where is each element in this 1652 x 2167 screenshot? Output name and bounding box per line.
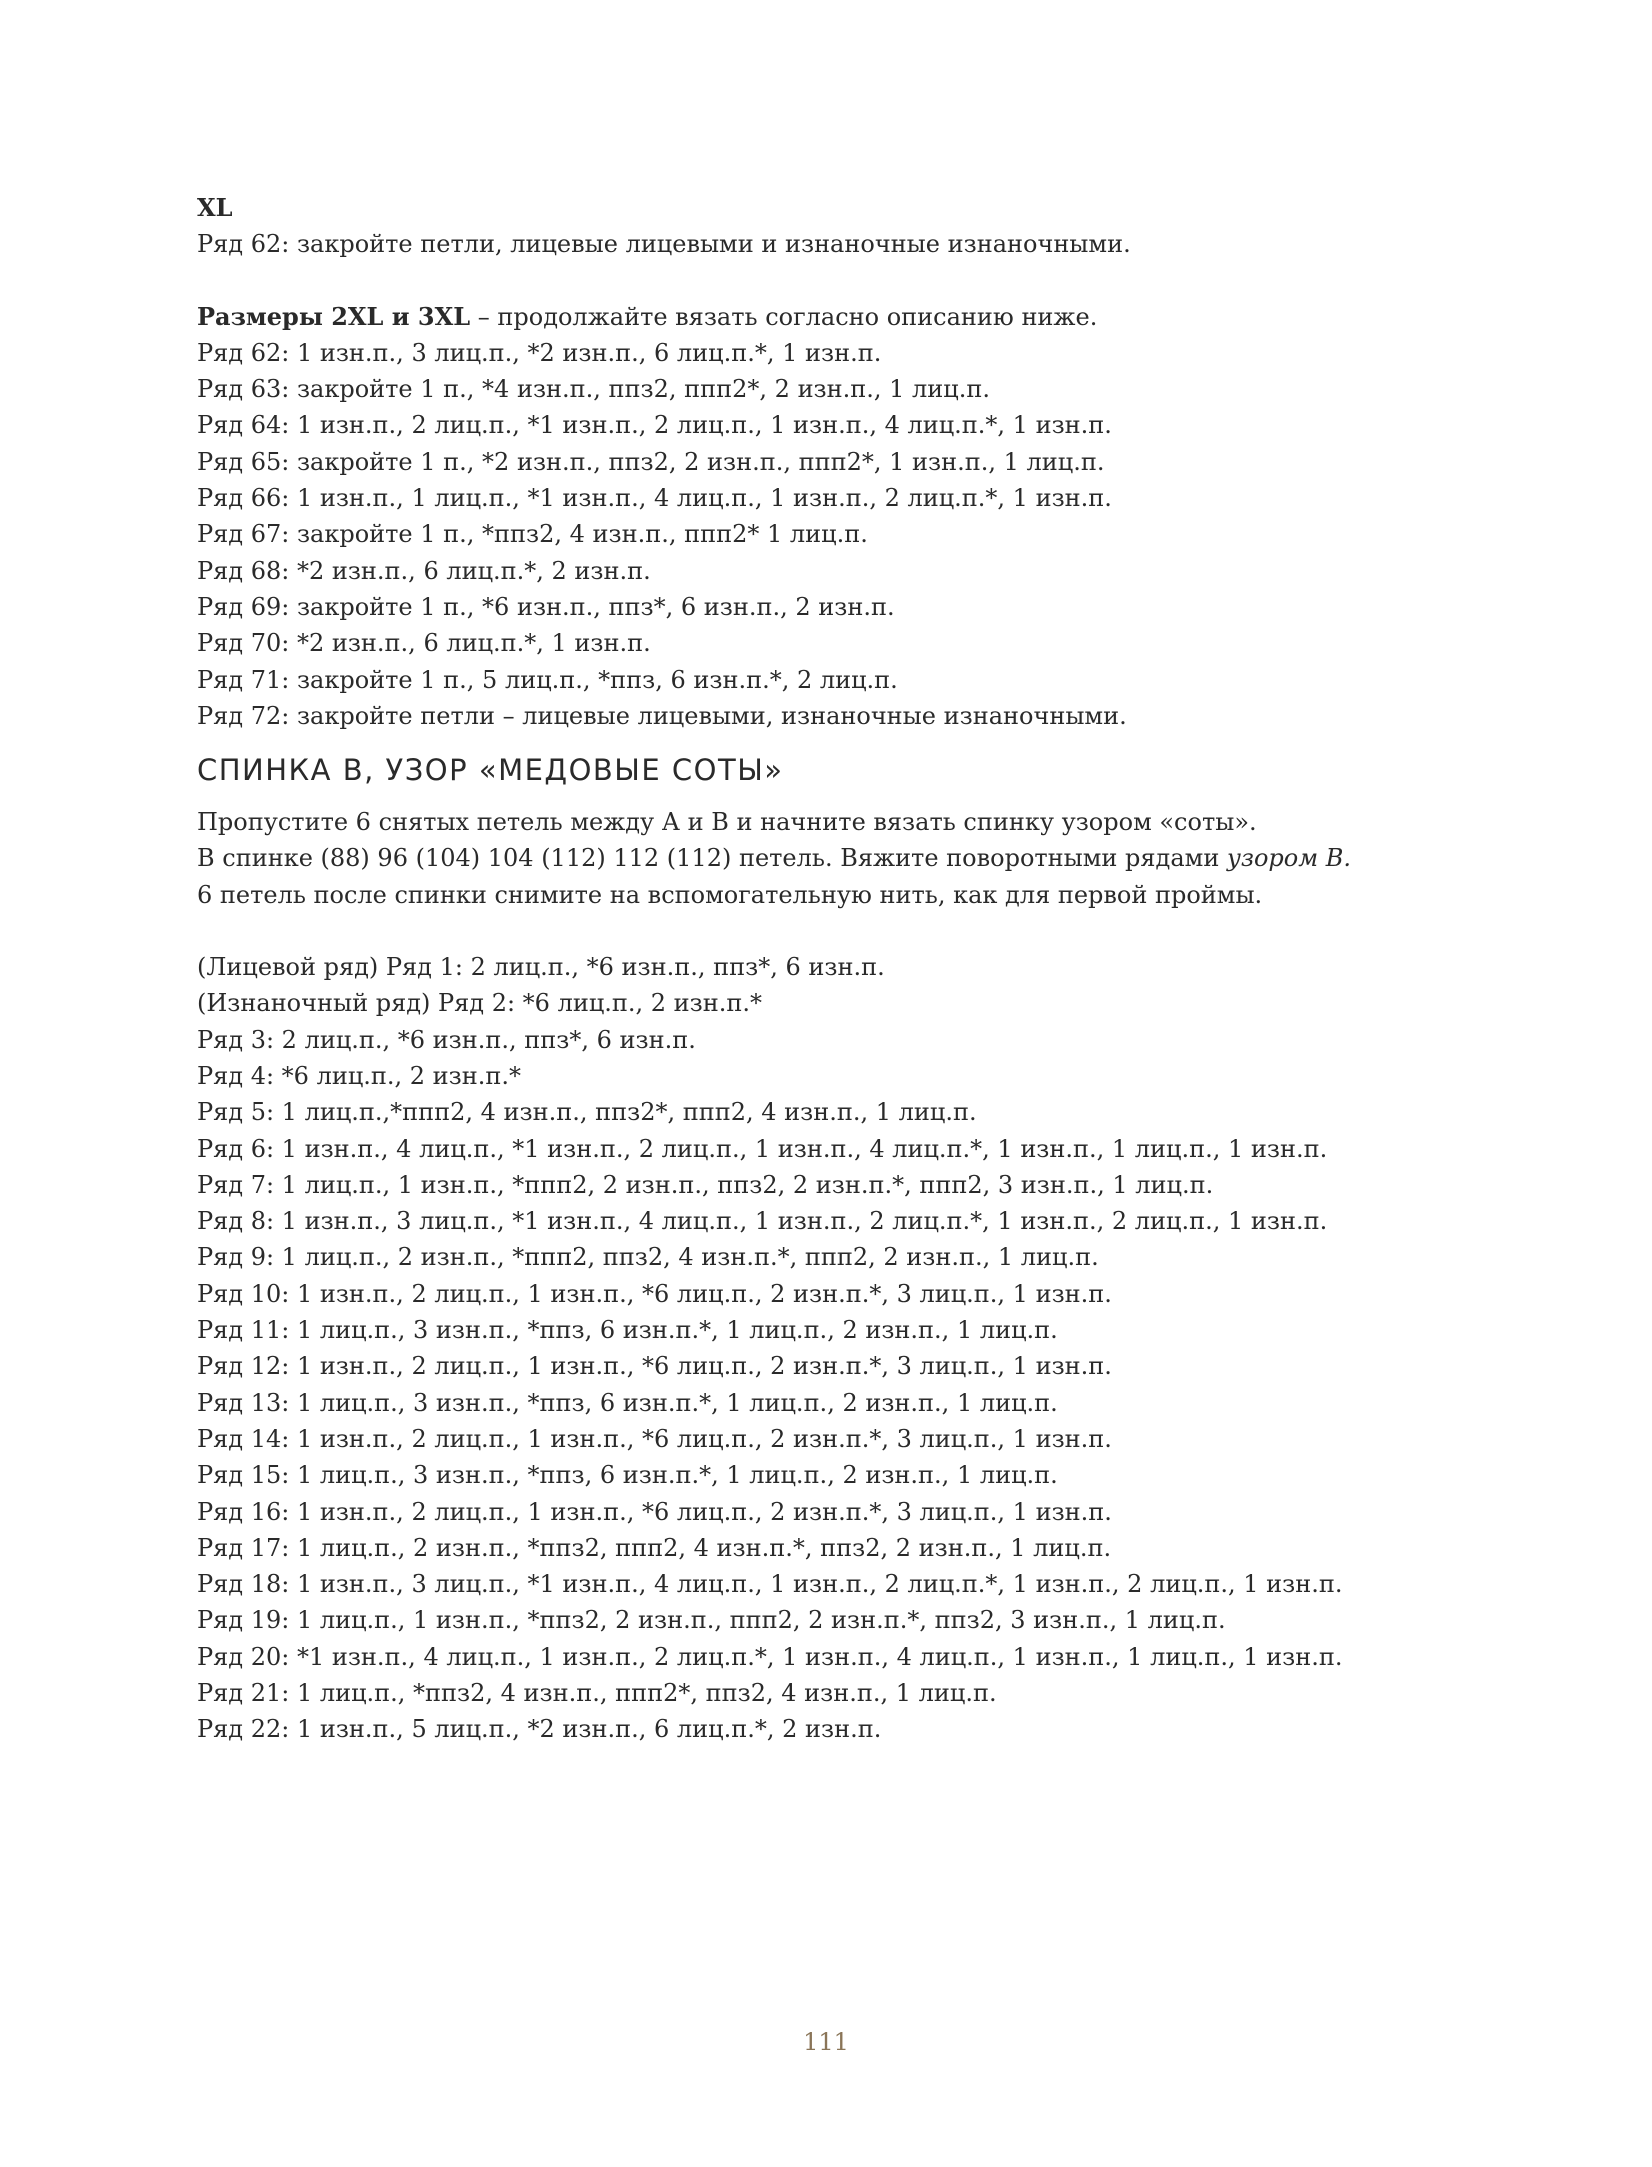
pattern-row: (Изнаночный ряд) Ряд 2: *6 лиц.п., 2 изн.п.*	[197, 989, 762, 1018]
section-intro-italic: узором В.	[1226, 844, 1352, 873]
pattern-row: Ряд 17: 1 лиц.п., 2 изн.п., *ппз2, ппп2, 4 изн.п.*, ппз2, 2 изн.п., 1 лиц.п.	[197, 1533, 1112, 1562]
section-intro-line: 6 петель после спинки снимите на вспомогательную нить, как для первой проймы.	[197, 880, 1263, 909]
xl-heading: XL	[197, 193, 233, 222]
sizes-lead-bold: Размеры 2XL и 3XL	[197, 301, 471, 331]
pattern-row: Ряд 3: 2 лиц.п., *6 изн.п., ппз*, 6 изн.п.	[197, 1025, 696, 1054]
pattern-row: Ряд 16: 1 изн.п., 2 лиц.п., 1 изн.п., *6 лиц.п., 2 изн.п.*, 3 лиц.п., 1 изн.п.	[197, 1497, 1112, 1526]
section-intro-line	[197, 840, 1487, 876]
sizes-row: Ряд 66: 1 изн.п., 1 лиц.п., *1 изн.п., 4 лиц.п., 1 изн.п., 2 лиц.п.*, 1 изн.п.	[197, 484, 1112, 513]
sizes-row: Ряд 67: закройте 1 п., *ппз2, 4 изн.п., ппп2* 1 лиц.п.	[197, 520, 868, 549]
sizes-row: Ряд 65: закройте 1 п., *2 изн.п., ппз2, 2 изн.п., ппп2*, 1 изн.п., 1 лиц.п.	[197, 447, 1105, 476]
pattern-row: Ряд 15: 1 лиц.п., 3 изн.п., *ппз, 6 изн.п.*, 1 лиц.п., 2 изн.п., 1 лиц.п.	[197, 1461, 1058, 1490]
section-intro-line: Пропустите 6 снятых петель между А и В и начните вязать спинку узором «соты».	[197, 808, 1257, 837]
spacer	[197, 263, 1487, 299]
sizes-row: Ряд 63: закройте 1 п., *4 изн.п., ппз2, ппп2*, 2 изн.п., 1 лиц.п.	[197, 375, 990, 404]
page-content	[197, 190, 1487, 1748]
xl-row-62: Ряд 62: закройте петли, лицевые лицевыми и изнаночные изнаночными.	[197, 230, 1131, 259]
sizes-row: Ряд 69: закройте 1 п., *6 изн.п., ппз*, 6 изн.п., 2 изн.п.	[197, 592, 895, 621]
pattern-row: Ряд 19: 1 лиц.п., 1 изн.п., *ппз2, 2 изн.п., ппп2, 2 изн.п.*, ппз2, 3 изн.п., 1 лиц.п.	[197, 1606, 1226, 1635]
pattern-row: Ряд 13: 1 лиц.п., 3 изн.п., *ппз, 6 изн.п.*, 1 лиц.п., 2 изн.п., 1 лиц.п.	[197, 1388, 1058, 1417]
pattern-row: Ряд 11: 1 лиц.п., 3 изн.п., *ппз, 6 изн.п.*, 1 лиц.п., 2 изн.п., 1 лиц.п.	[197, 1316, 1058, 1345]
pattern-row: Ряд 9: 1 лиц.п., 2 изн.п., *ппп2, ппз2, 4 изн.п.*, ппп2, 2 изн.п., 1 лиц.п.	[197, 1243, 1099, 1272]
page-number: 111	[803, 2028, 849, 2056]
pattern-row: Ряд 14: 1 изн.п., 2 лиц.п., 1 изн.п., *6 лиц.п., 2 изн.п.*, 3 лиц.п., 1 изн.п.	[197, 1424, 1112, 1453]
pattern-row: Ряд 10: 1 изн.п., 2 лиц.п., 1 изн.п., *6 лиц.п., 2 изн.п.*, 3 лиц.п., 1 изн.п.	[197, 1279, 1112, 1308]
pattern-row: Ряд 6: 1 изн.п., 4 лиц.п., *1 изн.п., 2 лиц.п., 1 изн.п., 4 лиц.п.*, 1 изн.п., 1 лиц.п., 1 изн.п.	[197, 1134, 1328, 1163]
pattern-row: Ряд 4: *6 лиц.п., 2 изн.п.*	[197, 1061, 521, 1090]
pattern-row: (Лицевой ряд) Ряд 1: 2 лиц.п., *6 изн.п., ппз*, 6 изн.п.	[197, 953, 885, 982]
pattern-row: Ряд 21: 1 лиц.п., *ппз2, 4 изн.п., ппп2*, ппз2, 4 изн.п., 1 лиц.п.	[197, 1678, 997, 1707]
sizes-row: Ряд 70: *2 изн.п., 6 лиц.п.*, 1 изн.п.	[197, 629, 651, 658]
sizes-lead	[197, 299, 1487, 335]
sizes-lead-rest: – продолжайте вязать согласно описанию ниже.	[470, 302, 1098, 331]
spacer	[197, 913, 1487, 949]
section-intro-text: В спинке (88) 96 (104) 104 (112) 112 (112) петель. Вяжите поворотными рядами	[197, 844, 1227, 873]
pattern-row: Ряд 20: *1 изн.п., 4 лиц.п., 1 изн.п., 2 лиц.п.*, 1 изн.п., 4 лиц.п., 1 изн.п., 1 лиц.п., 1 изн.п.	[197, 1642, 1343, 1671]
sizes-row: Ряд 62: 1 изн.п., 3 лиц.п., *2 изн.п., 6 лиц.п.*, 1 изн.п.	[197, 338, 882, 367]
pattern-row: Ряд 22: 1 изн.п., 5 лиц.п., *2 изн.п., 6 лиц.п.*, 2 изн.п.	[197, 1715, 882, 1744]
sizes-row: Ряд 68: *2 изн.п., 6 лиц.п.*, 2 изн.п.	[197, 556, 651, 585]
sizes-row: Ряд 72: закройте петли – лицевые лицевыми, изнаночные изнаночными.	[197, 701, 1127, 730]
sizes-row: Ряд 71: закройте 1 п., 5 лиц.п., *ппз, 6 изн.п.*, 2 лиц.п.	[197, 665, 898, 694]
pattern-row: Ряд 12: 1 изн.п., 2 лиц.п., 1 изн.п., *6 лиц.п., 2 изн.п.*, 3 лиц.п., 1 изн.п.	[197, 1352, 1112, 1381]
pattern-row: Ряд 8: 1 изн.п., 3 лиц.п., *1 изн.п., 4 лиц.п., 1 изн.п., 2 лиц.п.*, 1 изн.п., 2 лиц.п., 1 изн.п.	[197, 1207, 1328, 1236]
pattern-row: Ряд 18: 1 изн.п., 3 лиц.п., *1 изн.п., 4 лиц.п., 1 изн.п., 2 лиц.п.*, 1 изн.п., 2 лиц.п., 1 изн.п.	[197, 1570, 1343, 1599]
sizes-row: Ряд 64: 1 изн.п., 2 лиц.п., *1 изн.п., 2 лиц.п., 1 изн.п., 4 лиц.п.*, 1 изн.п.	[197, 411, 1112, 440]
section-title: СПИНКА В, УЗОР «МЕДОВЫЕ СОТЫ»	[197, 753, 784, 788]
pattern-row: Ряд 7: 1 лиц.п., 1 изн.п., *ппп2, 2 изн.п., ппз2, 2 изн.п.*, ппп2, 3 изн.п., 1 лиц.п.	[197, 1170, 1214, 1199]
pattern-row: Ряд 5: 1 лиц.п.,*ппп2, 4 изн.п., ппз2*, ппп2, 4 изн.п., 1 лиц.п.	[197, 1098, 977, 1127]
